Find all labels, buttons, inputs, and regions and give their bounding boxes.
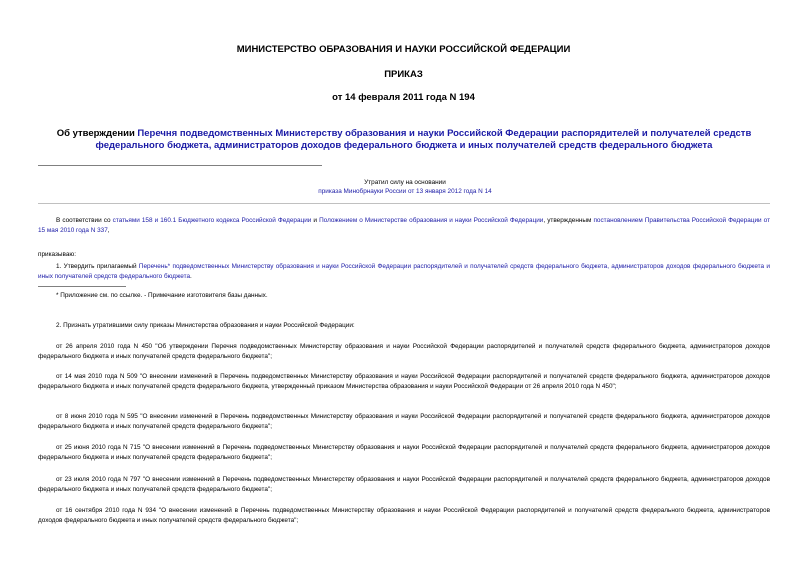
document-subject — [38, 128, 770, 152]
footnote: * Приложение см. по ссылке. - Примечание изготовителя базы данных. — [56, 292, 268, 299]
repeal-link[interactable]: приказа Минобрнауки России от 13 января 2012 года N 14 — [318, 188, 492, 195]
item-1-text: 1. Утвердить прилагаемый — [56, 263, 139, 270]
item-2-paragraph: 2. Признать утратившими силу приказы Министерства образования и науки Российской Федерации: — [56, 322, 355, 329]
repeal-divider — [38, 203, 770, 204]
preamble-text: В соответствии со — [56, 217, 113, 224]
footnote-divider — [38, 286, 126, 287]
budget-code-link[interactable]: статьями 158 и 160.1 Бюджетного кодекса Российской Федерации — [112, 217, 312, 224]
item-1-text: . — [190, 272, 192, 280]
document-date-number: от 14 февраля 2011 года N 194 — [332, 92, 475, 103]
preamble-paragraph — [38, 216, 770, 235]
document-type: ПРИКАЗ — [384, 69, 423, 80]
repeal-note: Утратил силу на основании — [364, 179, 446, 186]
government-resolution-link[interactable]: постановлением Правительства Российской Федерации от 15 мая 2010 года N 337 — [38, 217, 771, 234]
repealed-order: от 14 мая 2010 года N 509 "О внесении изменений в Перечень подведомственных Министерству образования и науки Российской Федерации распорядителей и получателей средств федерального бюджета, администраторов доходов федерального бюджета и иных получателей средств федерального бюджета, утвержденный приказом Министерства образования и науки Российской Федерации от 26 апреля 2010 года N 450"; — [38, 373, 770, 390]
repealed-order: от 16 сентября 2010 года N 934 "О внесении изменений в Перечень подведомственных Министерству образования и науки Российской Федерации распорядителей и получателей средств федерального бюджета, администраторов доходов федерального бюджета и иных получателей средств федерального бюджета"; — [38, 507, 770, 524]
short-divider — [38, 165, 322, 166]
repealed-order: от 26 апреля 2010 года N 450 "Об утверждении Перечня подведомственных Министерству образования и науки Российской Федерации распорядителей и получателей средств федерального бюджета, администраторов доходов федерального бюджета и иных получателей средств федерального бюджета"; — [38, 343, 770, 360]
ministry-title: МИНИСТЕРСТВО ОБРАЗОВАНИЯ И НАУКИ РОССИЙСКОЙ ФЕДЕРАЦИИ — [236, 44, 571, 55]
list-appendix-link[interactable]: Перечень* подведомственных Министерству образования и науки Российской Федерации распорядителей и получателей средств федерального бюджета, администраторов доходов федерального бюджета и иных получателей средств федерального бюджета — [38, 263, 770, 280]
preamble-text: и — [311, 217, 320, 224]
repealed-order: от 23 июля 2010 года N 797 "О внесении изменений в Перечень подведомственных Министерству образования и науки Российской Федерации распорядителей и получателей средств федерального бюджета, администраторов доходов федерального бюджета и иных получателей средств федерального бюджета"; — [38, 476, 770, 493]
preamble-text: , утвержденным — [543, 217, 594, 224]
preamble-text: , — [107, 226, 110, 234]
ministry-regulation-link[interactable]: Положением о Министерстве образования и науки Российской Федерации — [319, 217, 544, 224]
repealed-order: от 25 июня 2010 года N 715 "О внесении изменений в Перечень подведомственных Министерству образования и науки Российской Федерации распорядителей и получателей средств федерального бюджета, администраторов доходов федерального бюджета и иных получателей средств федерального бюджета"; — [38, 444, 770, 461]
subject-link[interactable]: Перечня подведомственных Министерству образования и науки Российской Федерации распорядителей и получателей средств федерального бюджета, администраторов доходов федерального бюджета и иных получателей средств федерального бюджета — [95, 128, 752, 151]
item-1-paragraph — [38, 262, 770, 281]
repealed-order: от 8 июня 2010 года N 595 "О внесении изменений в Перечень подведомственных Министерству образования и науки Российской Федерации распорядителей и получателей средств федерального бюджета, администраторов доходов федерального бюджета и иных получателей средств федерального бюджета"; — [38, 413, 770, 430]
order-word: приказываю: — [38, 251, 76, 258]
subject-prefix: Об утверждении — [56, 128, 138, 139]
